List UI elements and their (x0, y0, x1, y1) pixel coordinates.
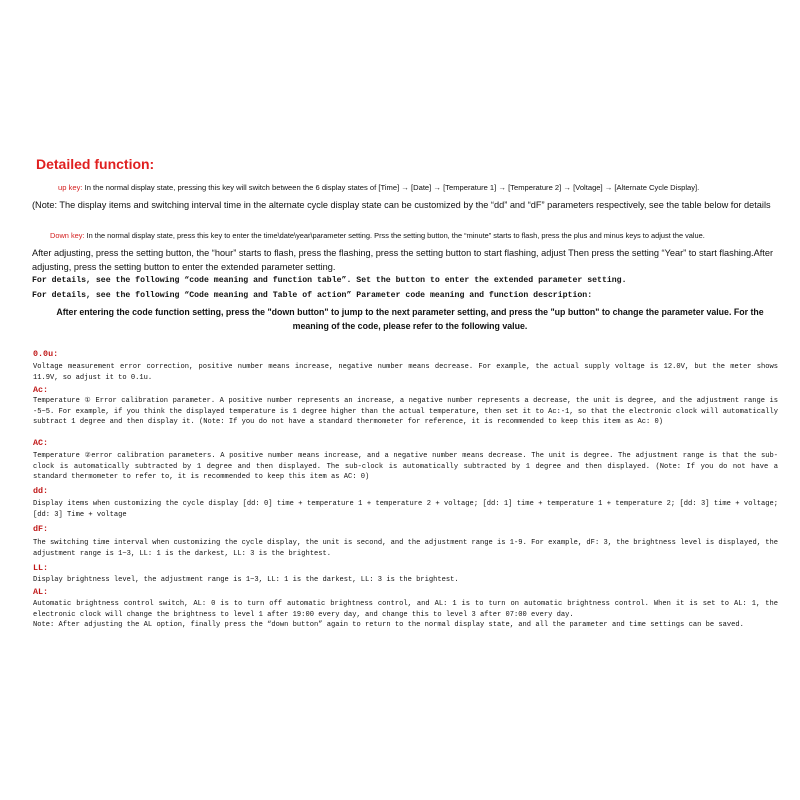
up-key-description (58, 183, 699, 192)
code-ll-heading: LL: (33, 563, 49, 573)
code-df-heading: dF: (33, 524, 49, 534)
code-al-heading: AL: (33, 587, 49, 597)
code-dd-heading: dd: (33, 486, 49, 496)
down-key-label: Down key: (50, 231, 85, 240)
up-key-text: In the normal display state, pressing this key will switch between the 6 display states of [Time] → [Date] → [Temperature 1] → [Temperature 2] → [Voltage] → [Alternate Cycle Display]. (84, 183, 700, 192)
after-adjusting-paragraph: After adjusting, press the setting button, the “hour” starts to flash, press the flashing, press the setting button to start flashing, adjust Then press the setting “Year” to start flashing.After adjusting, press the setting button to enter the extended parameter setting. (32, 248, 774, 272)
code-ac-upper-description: Temperature ②error calibration parameters. A positive number means increase, and a negative number means decrease. The unit is degree. The adjustment range is that the sub-clock is automatically subtracted by 1 degree and then displayed. The sub-clock is automatically subtracted by 1 degree and then displayed. (Note: If you do not have a standard thermometer to refer to, it is recommended to keep this item as AC: 0) (33, 452, 778, 482)
page-title: Detailed function: (36, 156, 155, 172)
details-line-2: For details, see the following “Code meaning and Table of action” Parameter code meaning and function description: (32, 291, 593, 300)
code-dd-description: Display items when customizing the cycle display [dd: 0] time + temperature 1 + temperature 2 + voltage; [dd: 1] time + temperature 1 + temperature 2; [dd: 3] time + voltage; [dd: 3] Time + voltage (33, 500, 778, 519)
cycle-display-note: (Note: The display items and switching interval time in the alternate cycle display state can be customized by the “dd” and “dF” parameters respectively, see the table below for details (32, 200, 771, 210)
code-al-note: Note: After adjusting the AL option, finally press the “down button” again to return to the normal display state, and all the parameter and time settings can be saved. (33, 621, 744, 629)
code-df-description: The switching time interval when customizing the cycle display, the unit is second, and the adjustment range is 1-9. For example, dF: 3, the brightness level is displayed, the adjustment range is 1~3, LL: 1 is the darkest, LL: 3 is the brightest. (33, 539, 778, 558)
code-0u-heading: 0.0u: (33, 349, 59, 359)
code-ac-upper-heading: AC: (33, 438, 49, 448)
down-key-description (50, 231, 705, 240)
down-key-text: In the normal display state, press this key to enter the time\date\year\parameter setting. Prss the setting button, the “minute” starts to flash, press the plus and minus keys to adjust the value. (86, 231, 705, 240)
code-ll-description: Display brightness level, the adjustment range is 1~3, LL: 1 is the darkest, LL: 3 is the brightest. (33, 576, 459, 584)
code-0u-description: Voltage measurement error correction, positive number means increase, negative number means decrease. For example, the actual supply voltage is 12.0V, but the meter shows 11.9V, so adjust it to 0.1u. (33, 363, 778, 382)
code-setting-instructions: After entering the code function setting, press the "down button" to jump to the next parameter setting, and press the "up button" to change the parameter value. For the meaning of the code, please refer to the following value. (56, 307, 764, 331)
code-al-description: Automatic brightness control switch, AL: 0 is to turn off automatic brightness control, and AL: 1 is to turn on automatic brightness control. When it is set to AL: 1, the electronic clock will change the brightness to level 1 after 19:00 every day, and change this to level 3 after 07:00 every day. (33, 600, 778, 619)
code-ac-lower-description: Temperature ① Error calibration parameter. A positive number represents an increase, a negative number represents a decrease, the unit is degree, and the adjustment range is -5~5. For example, if you think the displayed temperature is 1 degree higher than the actual temperature, then set it to Ac:-1, so that the electronic clock will automatically subtract 1 degree and then display it. (Note: If you do not have a standard thermometer for reference, it is recommended to keep this item as Ac: 0) (33, 397, 778, 427)
details-line-1: For details, see the following “code meaning and function table”. Set the button to enter the extended parameter setting. (32, 276, 627, 285)
up-key-label: up key: (58, 183, 83, 192)
code-ac-lower-heading: Ac: (33, 385, 49, 395)
